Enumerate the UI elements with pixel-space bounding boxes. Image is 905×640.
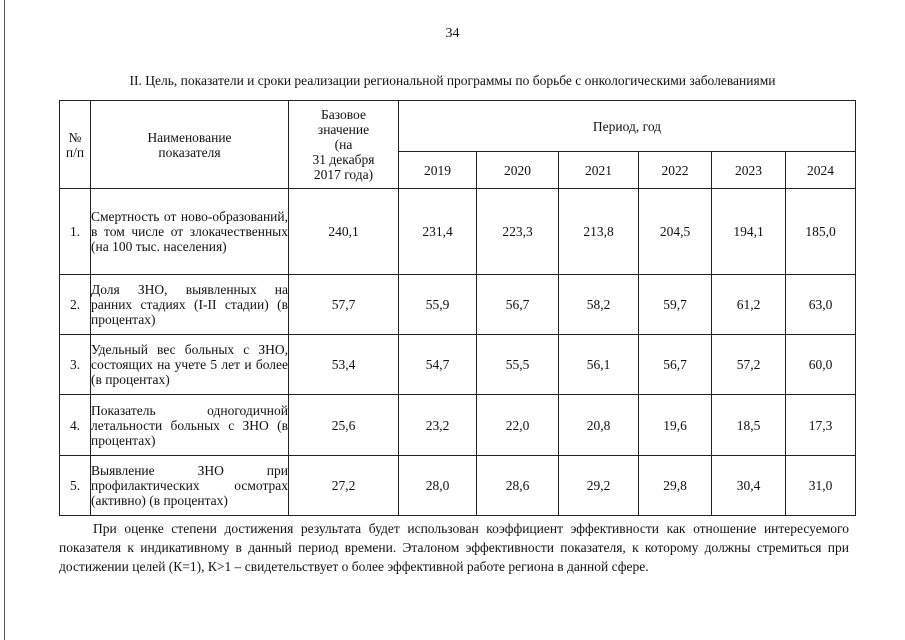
year-value: 204,5 [639,189,712,275]
year-value: 17,3 [786,395,856,456]
section-title: II. Цель, показатели и сроки реализации региональной программы по борьбе с онкологическими заболеваниями [129,73,776,88]
header-year: 2019 [399,152,477,189]
header-period [399,101,856,152]
efficiency-note-paragraph: При оценке степени достижения результата будет использован коэффициент эффективности как отношение интересуемого показателя к индикативному в данный период времени. Эталоном эффективности показателя, к которому должны стремиться при достижении целей (К=1), К>1 – свидетельствует о более эффективной работе региона в данной сфере. [59,521,849,574]
year-value: 29,8 [639,456,712,516]
base-value: 57,7 [289,275,399,335]
year-value: 56,7 [477,275,559,335]
year-value: 223,3 [477,189,559,275]
year-value: 28,0 [399,456,477,516]
year-value: 54,7 [399,335,477,395]
year-value: 231,4 [399,189,477,275]
year-value: 30,4 [712,456,786,516]
year-value: 56,1 [559,335,639,395]
indicators-table [59,100,856,516]
base-value: 25,6 [289,395,399,456]
year-value: 57,2 [712,335,786,395]
row-number: 5. [60,456,91,516]
base-value: 240,1 [289,189,399,275]
indicator-name: Доля ЗНО, выявленных на ранних стадиях (I-II стадии) (в процентах) [91,275,289,335]
page-number: 34 [445,26,460,41]
year-value: 18,5 [712,395,786,456]
indicator-name: Выявление ЗНО при профилактических осмотрах (активно) (в процентах) [91,456,289,516]
header-year: 2023 [712,152,786,189]
header-year: 2022 [639,152,712,189]
row-number: 4. [60,395,91,456]
table-row [60,335,856,395]
base-value: 27,2 [289,456,399,516]
indicator-name: Показатель одногодичной летальности больных с ЗНО (в процентах) [91,395,289,456]
header-year: 2020 [477,152,559,189]
base-value: 53,4 [289,335,399,395]
header-number [60,101,91,189]
year-value: 213,8 [559,189,639,275]
table-row [60,275,856,335]
year-value: 194,1 [712,189,786,275]
year-value: 56,7 [639,335,712,395]
header-year: 2024 [786,152,856,189]
year-value: 61,2 [712,275,786,335]
year-value: 28,6 [477,456,559,516]
year-value: 22,0 [477,395,559,456]
year-value: 20,8 [559,395,639,456]
header-indicator-name-text: Наименование показателя [147,129,232,160]
page-left-edge-line [4,0,5,640]
table-row [60,456,856,516]
year-value: 31,0 [786,456,856,516]
header-period-text: Период, год [592,118,662,134]
year-value: 60,0 [786,335,856,395]
table-row [60,189,856,275]
header-base-value-text: Базовое значение (на 31 декабря 2017 года) [312,107,375,182]
indicator-name: Удельный вес больных с ЗНО, состоящих на учете 5 лет и более (в процентах) [91,335,289,395]
row-number: 1. [60,189,91,275]
year-value: 185,0 [786,189,856,275]
year-value: 23,2 [399,395,477,456]
header-year: 2021 [559,152,639,189]
year-value: 19,6 [639,395,712,456]
year-value: 63,0 [786,275,856,335]
header-indicator-name [91,101,289,189]
year-value: 29,2 [559,456,639,516]
year-value: 59,7 [639,275,712,335]
header-base-value [289,101,399,189]
indicator-name: Смертность от ново-образований, в том числе от злокачественных (на 100 тыс. населения) [91,189,289,275]
row-number: 3. [60,335,91,395]
header-number-text: № п/п [65,129,85,160]
year-value: 55,9 [399,275,477,335]
year-value: 58,2 [559,275,639,335]
year-value: 55,5 [477,335,559,395]
row-number: 2. [60,275,91,335]
table-row [60,395,856,456]
